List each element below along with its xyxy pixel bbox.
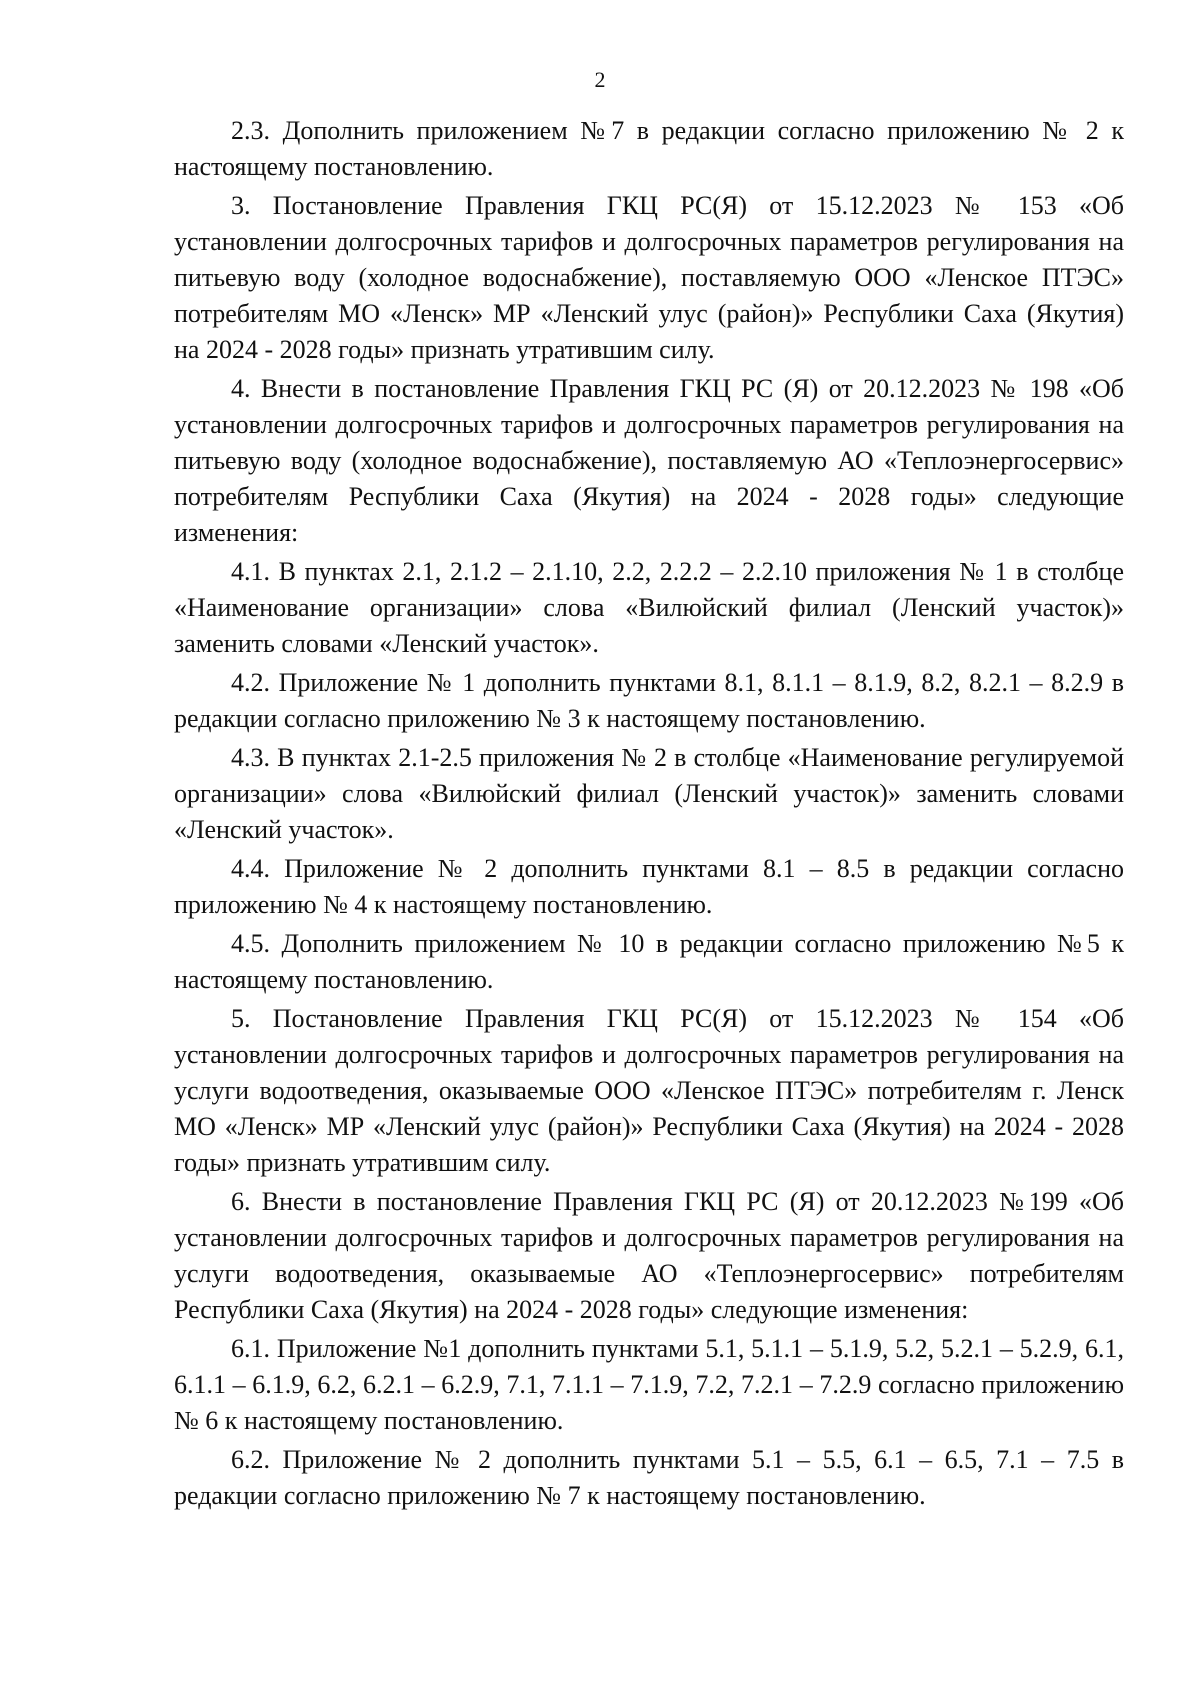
paragraph-4-1: 4.1. В пунктах 2.1, 2.1.2 – 2.1.10, 2.2, 2.2.2 – 2.2.10 приложения № 1 в столбце «Наименование организации» слова «Вилюйский филиал (Ленский участок)» заменить словами «Ленский участок». (174, 557, 1124, 658)
paragraph-4-5: 4.5. Дополнить приложением № 10 в редакции согласно приложению №5 к настоящему постановлению. (174, 929, 1124, 994)
paragraph-6: 6. Внести в постановление Правления ГКЦ РС (Я) от 20.12.2023 №199 «Об установлении долгосрочных тарифов и долгосрочных параметров регулирования на услуги водоотведения, оказываемые АО «Теплоэнергосервис» потребителям Республики Саха (Якутия) на 2024 - 2028 годы» следующие изменения: (174, 1187, 1124, 1324)
paragraph-3: 3. Постановление Правления ГКЦ РС(Я) от 15.12.2023 № 153 «Об установлении долгосрочных тарифов и долгосрочных параметров регулирования на питьевую воду (холодное водоснабжение), поставляемую ООО «Ленское ПТЭС» потребителям МО «Ленск» МР «Ленский улус (район)» Республики Саха (Якутия) на 2024 - 2028 годы» признать утратившим силу. (174, 191, 1124, 364)
paragraph-4-4: 4.4. Приложение № 2 дополнить пунктами 8.1 – 8.5 в редакции согласно приложению № 4 к настоящему постановлению. (174, 854, 1124, 919)
document-body (174, 113, 1124, 1517)
paragraph-4-3: 4.3. В пунктах 2.1-2.5 приложения № 2 в столбце «Наименование регулируемой организации» слова «Вилюйский филиал (Ленский участок)» заменить словами «Ленский участок». (174, 743, 1124, 844)
paragraph-4-2: 4.2. Приложение № 1 дополнить пунктами 8.1, 8.1.1 – 8.1.9, 8.2, 8.2.1 – 8.2.9 в редакции согласно приложению № 3 к настоящему постановлению. (174, 668, 1124, 733)
paragraph-6-1: 6.1. Приложение №1 дополнить пунктами 5.1, 5.1.1 – 5.1.9, 5.2, 5.2.1 – 5.2.9, 6.1, 6.1.1 – 6.1.9, 6.2, 6.2.1 – 6.2.9, 7.1, 7.1.1 – 7.1.9, 7.2, 7.2.1 – 7.2.9 согласно приложению № 6 к настоящему постановлению. (174, 1334, 1124, 1435)
paragraph-6-2: 6.2. Приложение № 2 дополнить пунктами 5.1 – 5.5, 6.1 – 6.5, 7.1 – 7.5 в редакции согласно приложению № 7 к настоящему постановлению. (174, 1445, 1124, 1510)
paragraph-2-3: 2.3. Дополнить приложением №7 в редакции согласно приложению № 2 к настоящему постановлению. (174, 116, 1124, 181)
paragraph-5: 5. Постановление Правления ГКЦ РС(Я) от 15.12.2023 № 154 «Об установлении долгосрочных тарифов и долгосрочных параметров регулирования на услуги водоотведения, оказываемые ООО «Ленское ПТЭС» потребителям г. Ленск МО «Ленск» МР «Ленский улус (район)» Республики Саха (Якутия) на 2024 - 2028 годы» признать утратившим силу. (174, 1004, 1124, 1177)
paragraph-4: 4. Внести в постановление Правления ГКЦ РС (Я) от 20.12.2023 № 198 «Об установлении долгосрочных тарифов и долгосрочных параметров регулирования на питьевую воду (холодное водоснабжение), поставляемую АО «Теплоэнергосервис» потребителям Республики Саха (Якутия) на 2024 - 2028 годы» следующие изменения: (174, 374, 1124, 547)
page-number: 2 (594, 67, 606, 92)
